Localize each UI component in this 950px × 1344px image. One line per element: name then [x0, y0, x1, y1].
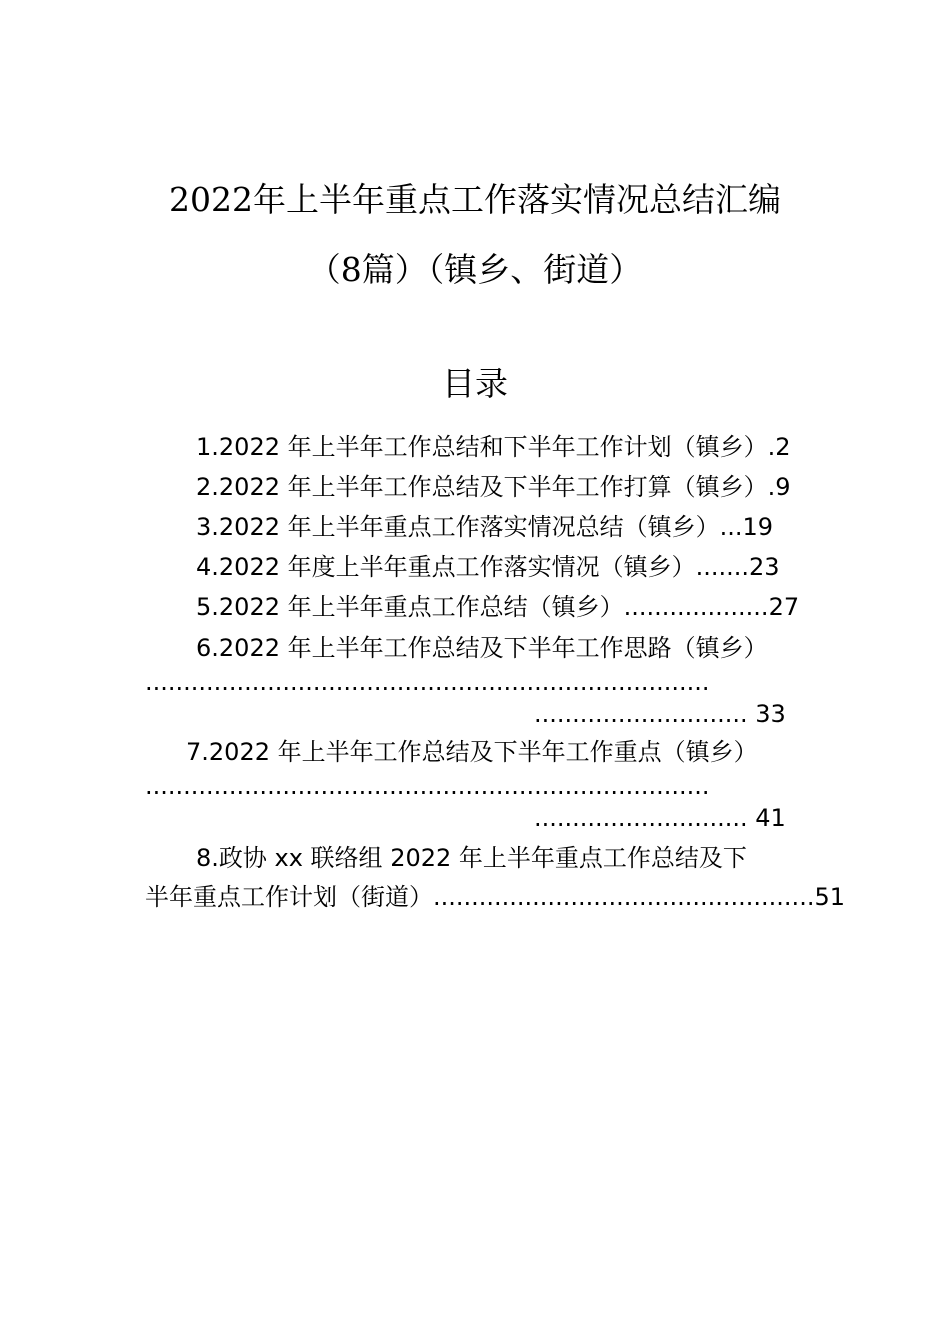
toc-entry-text-cont: 半年重点工作计划（街道）	[145, 883, 433, 911]
toc-entry-text: 6.2022 年上半年工作总结及下半年工作思路（镇乡）	[196, 634, 768, 662]
toc-leader-dots: .......	[695, 553, 750, 581]
toc-entry-text: 1.2022 年上半年工作总结和下半年工作计划（镇乡）	[196, 433, 768, 461]
toc-entry-2[interactable]	[196, 472, 791, 502]
toc-entry-6[interactable]	[196, 633, 768, 663]
toc-page-number: 41	[755, 804, 786, 832]
toc-entry-6-page-line	[534, 699, 786, 729]
toc-entry-7-leader	[145, 771, 710, 801]
toc-entry-3[interactable]	[196, 512, 773, 542]
toc-leader-dots: .	[767, 433, 776, 461]
toc-entry-4[interactable]	[196, 552, 780, 582]
toc-leader-dots: ...	[719, 513, 743, 541]
toc-entry-text: 8.政协 xx 联络组 2022 年上半年重点工作总结及下	[196, 844, 747, 872]
toc-entry-8[interactable]	[196, 843, 747, 873]
toc-entry-8-cont[interactable]	[145, 882, 845, 912]
toc-leader-dots: ............................	[534, 700, 748, 728]
document-title-line-1: 2022年上半年重点工作落实情况总结汇编	[169, 180, 781, 219]
toc-leader-dots: ..........................................................................	[145, 668, 710, 696]
toc-entry-text: 5.2022 年上半年重点工作总结（镇乡）	[196, 593, 624, 621]
toc-entry-7-page-line	[534, 803, 786, 833]
toc-page-number: 19	[742, 513, 774, 541]
toc-leader-dots: .	[767, 473, 776, 501]
toc-page-number: 23	[749, 553, 780, 581]
toc-entry-text: 7.2022 年上半年工作总结及下半年工作重点（镇乡）	[186, 738, 758, 766]
toc-leader-dots: ............................	[534, 804, 748, 832]
toc-heading: 目录	[442, 364, 508, 403]
toc-entry-text: 3.2022 年上半年重点工作落实情况总结（镇乡）	[196, 513, 720, 541]
document-title-line-2: （8篇）（镇乡、街道）	[307, 250, 643, 289]
toc-entry-7[interactable]	[186, 737, 758, 767]
toc-page-number: 33	[755, 700, 786, 728]
toc-page-number: 9	[775, 473, 791, 501]
toc-leader-dots: ...................	[623, 593, 769, 621]
toc-leader-dots: ..................................................	[433, 883, 815, 911]
toc-entry-text: 4.2022 年度上半年重点工作落实情况（镇乡）	[196, 553, 696, 581]
toc-entry-1[interactable]	[196, 432, 791, 462]
toc-page-number: 51	[814, 883, 845, 911]
toc-entry-6-leader	[145, 667, 710, 697]
toc-entry-text: 2.2022 年上半年工作总结及下半年工作打算（镇乡）	[196, 473, 768, 501]
toc-page-number: 27	[768, 593, 800, 621]
toc-entry-5[interactable]	[196, 592, 799, 622]
toc-page-number: 2	[775, 433, 791, 461]
toc-leader-dots: ..........................................................................	[145, 772, 710, 800]
